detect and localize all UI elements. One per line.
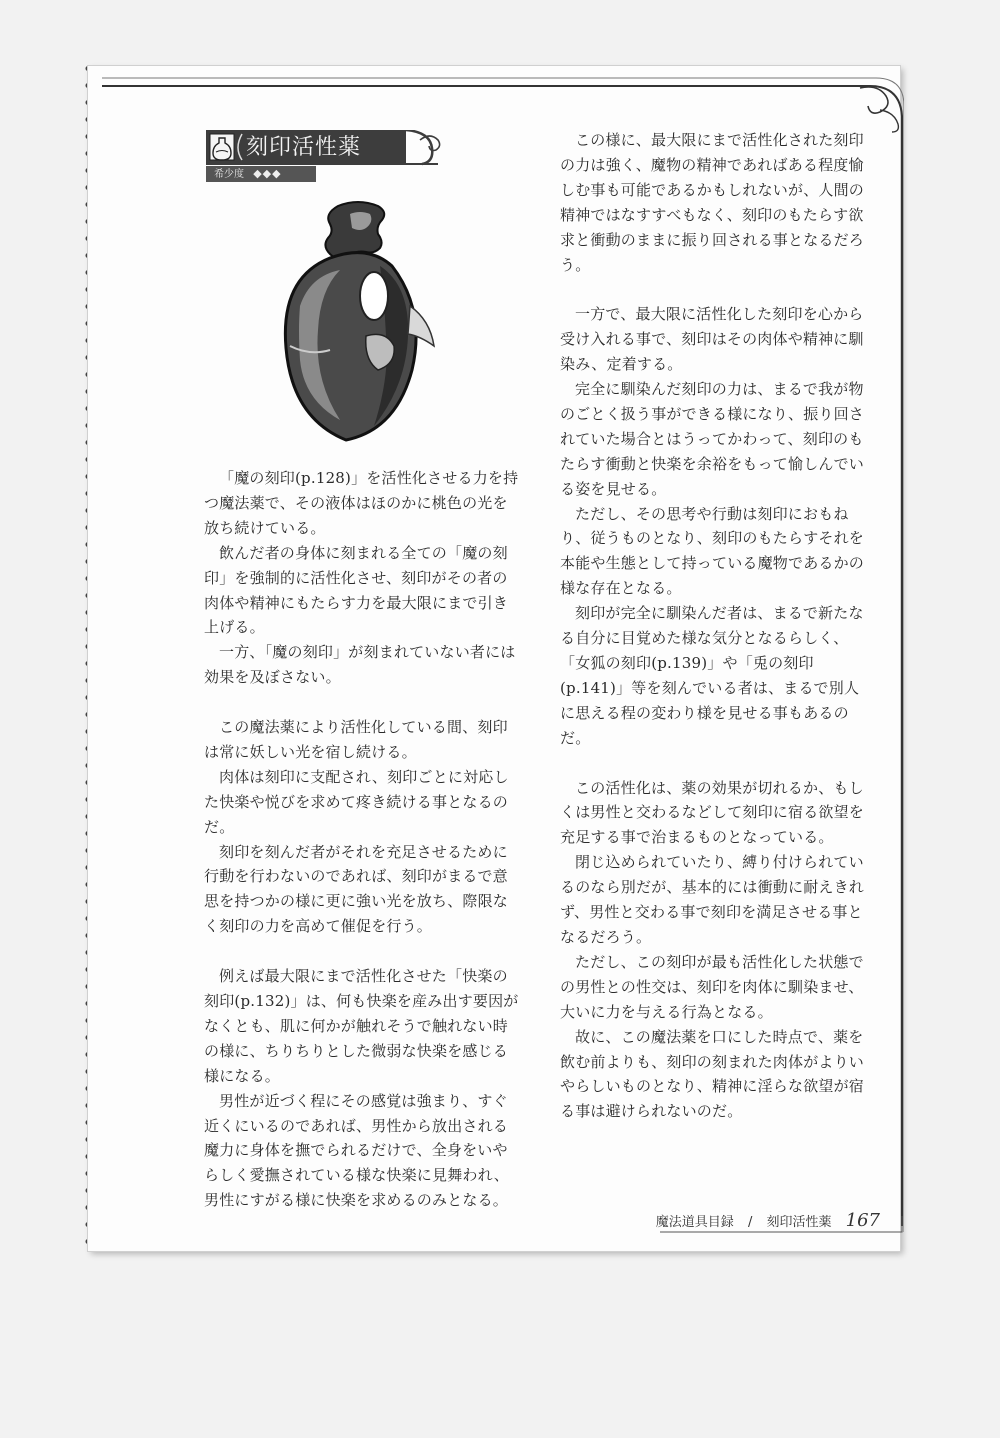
paragraph: この活性化は、薬の効果が切れるか、もしくは男性と交わるなどして刻印に宿る欲望を充足する事で治まるものとなっている。 [560, 778, 865, 847]
rarity-label: 希少度 [214, 169, 244, 180]
paragraph-gap [204, 939, 520, 964]
paragraph: 肉体は刻印に支配され、刻印ごとに対応した快楽や悦びを求めて疼き続ける事となるのだ。 [204, 767, 509, 836]
footer-item: 刻印活性薬 [766, 1215, 832, 1230]
right-column [560, 128, 870, 1124]
paragraph: 男性が近づく程にその感覚は強まり、すぐ近くにいるのであれば、男性から放出される魔力に身体を撫でられるだけで、全身をいやらしく愛撫されている様な快楽に見舞われ、男性にすがる様に快楽を求めるのみとなる。 [204, 1091, 509, 1210]
page-number: 167 [845, 1210, 880, 1231]
paragraph: 「魔の刻印(p.128)」を活性化させる力を持つ魔法薬で、その液体はほのかに桃色の光を放ち続けている。 [204, 469, 519, 537]
rarity-diamond-icons: ◆◆◆ [253, 167, 282, 180]
page-footer [656, 1210, 880, 1231]
potion-icon [210, 134, 234, 162]
paragraph: 一方、「魔の刻印」が刻まれていない者には効果を及ぼさない。 [204, 643, 516, 687]
paragraph: この様に、最大限にまで活性化された刻印の力は強く、魔物の精神であればある程度愉しむ事も可能であるかもしれないが、人間の精神ではなすすべもなく、刻印のもたらす欲求と衝動のままに振り回される事となるだろう。 [560, 131, 865, 274]
paragraph: 飲んだ者の身体に刻まれる全ての「魔の刻印」を強制的に活性化させ、刻印がその者の肉体や精神にもたらす力を最大限にまで引き上げる。 [204, 543, 509, 637]
page-title: 刻印活性薬 [246, 135, 362, 160]
footer-section: 魔法道具目録 [655, 1215, 734, 1230]
paragraph-gap [560, 277, 870, 302]
left-column [204, 466, 520, 1213]
paragraph: 刻印が完全に馴染んだ者は、まるで新たなる自分に目覚めた様な気分となるらしく、「女狐の刻印(p.139)」や「兎の刻印(p.141)」等を刻んでいる者は、まるで別人に思える程の変わり様を見せる事もあるのだ。 [560, 604, 864, 747]
paragraph: 完全に馴染んだ刻印の力は、まるで我が物のごとく扱う事ができる様になり、振り回されていた場合とはうってかわって、刻印のもたらす衝動と快楽を余裕をもって愉しんでいる姿を見せる。 [560, 380, 865, 498]
potion-illustration [270, 196, 440, 448]
paragraph: 故に、この魔法薬を口にした時点で、薬を飲む前よりも、刻印の刻まれた肉体がよりいやらしいものとなり、精神に淫らな欲望が宿る事は避けられないのだ。 [560, 1027, 865, 1121]
paragraph: 閉じ込められていたり、縛り付けられているのなら別だが、基本的には衝動に耐えきれず、男性と交わる事で刻印を満足させる事となるだろう。 [560, 853, 865, 946]
paragraph: ただし、この刻印が最も活性化した状態での男性との性交は、刻印を肉体に馴染ませ、大いに力を与える行為となる。 [560, 952, 864, 1021]
footer-separator: / [747, 1215, 753, 1230]
paragraph: この魔法薬により活性化している間、刻印は常に妖しい光を宿し続ける。 [204, 718, 508, 761]
paragraph-gap [204, 690, 520, 715]
paragraph-gap [560, 751, 870, 776]
paragraph: ただし、その思考や行動は刻印におもねり、従うものとなり、刻印のもたらすそれを本能や生態として持っている魔物であるかの様な存在となる。 [560, 504, 865, 598]
paragraph: 例えば最大限にまで活性化させた「快楽の刻印(p.132)」は、何も快楽を産み出す要因がなくとも、肌に何かが触れそうで触れない時の様に、ちりちりとした微弱な快楽を感じる様になる。 [204, 967, 519, 1085]
paragraph: 一方で、最大限に活性化した刻印を心から受け入れる事で、刻印はその肉体や精神に馴染み、定着する。 [560, 305, 864, 374]
rarity-strip [206, 166, 316, 182]
paragraph: 刻印を刻んだ者がそれを充足させるために行動を行わないのであれば、刻印がまるで意思を持つかの様に更に強い光を放ち、際限なく刻印の力を高めて催促を行う。 [204, 842, 509, 936]
